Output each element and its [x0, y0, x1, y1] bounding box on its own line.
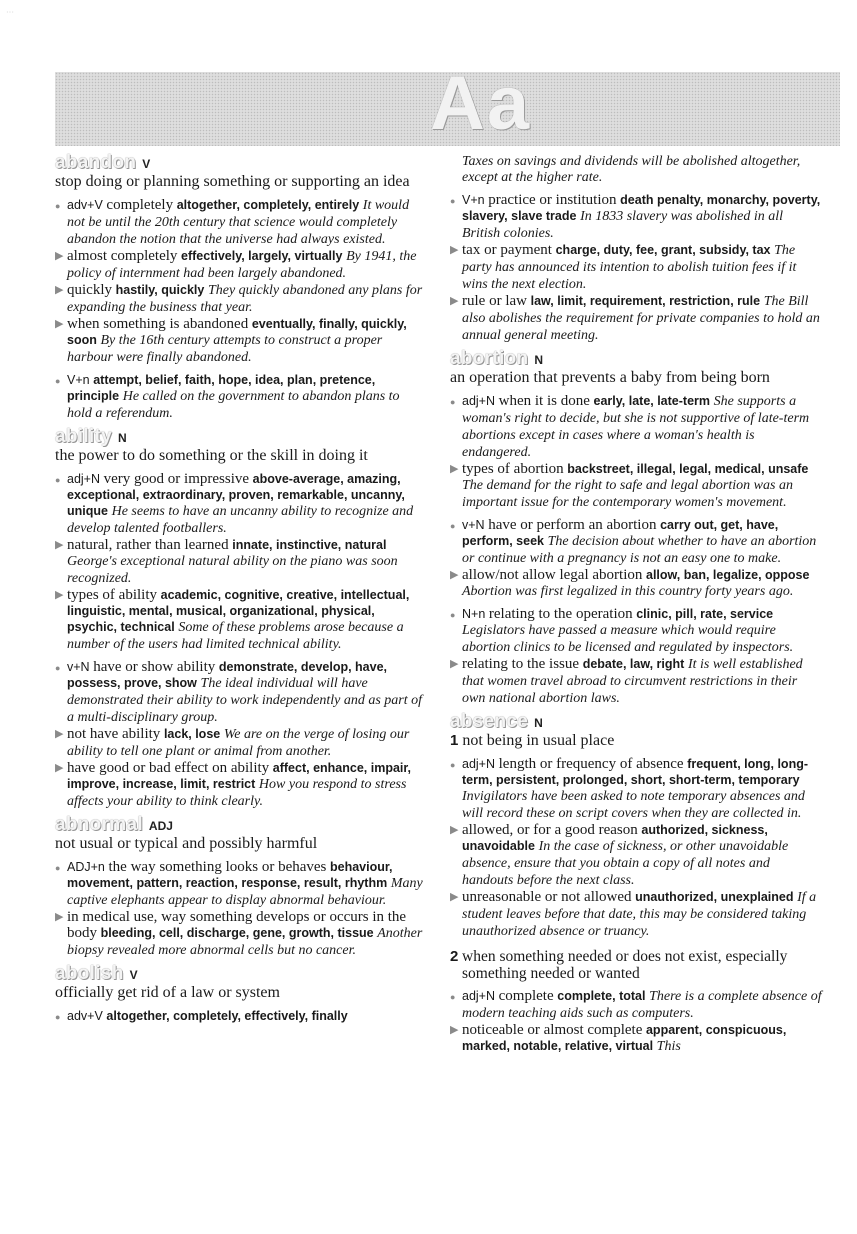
collocation-pattern	[450, 393, 822, 461]
definition: not being in usual place	[462, 732, 615, 749]
entry-abolish-continued	[450, 154, 822, 344]
collocates: charge, duty, fee, grant, subsidy, tax	[555, 243, 771, 257]
collocates: frequent, long, long-term, persistent, prolonged, short, short-term, temporary	[462, 757, 809, 787]
bullet-icon: ●	[450, 610, 456, 620]
headword: abortion	[450, 348, 529, 369]
page-corner-mark: ···	[6, 8, 14, 17]
sense-gloss: have or perform an abortion	[488, 517, 657, 533]
part-of-speech: ADJ	[148, 819, 173, 833]
collocation-subsense	[55, 537, 427, 587]
example-sentence: George's exceptional natural ability on the piano was soon recognized.	[67, 554, 398, 586]
entry-abolish	[55, 965, 427, 1024]
part-of-speech: N	[118, 431, 127, 445]
example-sentence: She supports a woman's right to decide, but she is not supportive of late-term abortions except in cases where a woman's health is endangered.	[462, 394, 810, 460]
collocation-group	[55, 659, 427, 810]
collocation-pattern	[55, 372, 427, 422]
arrow-icon: ▶	[450, 295, 459, 307]
headword: abolish	[55, 963, 124, 984]
example-sentence: The demand for the right to safe and legal abortion was an important issue for the contemporary women's movement.	[462, 478, 793, 510]
sense-gloss: when it is done	[498, 393, 590, 409]
entry-ability	[55, 428, 427, 810]
grammar-code: N+n	[462, 607, 486, 621]
collocates: demonstrate, develop, have, possess, prove, show	[67, 660, 387, 690]
bullet-icon: ●	[450, 760, 456, 770]
example-sentence: There is a complete absence of modern teaching aids such as computers.	[462, 989, 822, 1021]
arrow-icon: ▶	[450, 463, 459, 475]
collocation-group	[55, 372, 427, 422]
collocation-pattern	[55, 659, 427, 726]
sense-gloss: types of abortion	[462, 461, 564, 477]
sense-gloss: allowed, or for a good reason	[462, 822, 638, 838]
collocation-subsense	[55, 587, 427, 653]
grammar-code: adj+N	[462, 394, 496, 408]
example-sentence: Some of these problems arose because a number of the users had limited technical ability.	[67, 620, 404, 652]
collocates: early, late, late-term	[593, 394, 711, 408]
headword-line	[450, 350, 822, 369]
collocation-subsense	[55, 760, 427, 810]
definition: officially get rid of a law or system	[55, 984, 280, 1001]
collocation-group	[450, 988, 822, 1055]
arrow-icon: ▶	[450, 824, 459, 836]
collocation-subsense	[55, 909, 427, 959]
collocation-pattern	[450, 517, 822, 567]
collocates: authorized, sickness, unavoidable	[462, 823, 768, 853]
sense-gloss: types of ability	[67, 587, 157, 603]
bullet-icon: ●	[55, 1012, 61, 1022]
definition: the power to do something or the skill in doing it	[55, 447, 368, 464]
example-sentence: How you respond to stress affects your ability to think clearly.	[67, 777, 407, 809]
collocates: lack, lose	[163, 727, 221, 741]
headword-line	[55, 816, 427, 835]
arrow-icon: ▶	[55, 728, 64, 740]
example-sentence: It would not be until the 20th century that science would completely abandon the notion that the universe had always existed.	[67, 198, 410, 247]
headword: ability	[55, 426, 113, 447]
example-sentence: The party has announced its intention to abolish tuition fees if it wins the next election.	[462, 243, 797, 292]
collocation-subsense	[55, 316, 427, 366]
sense-gloss: almost completely	[67, 248, 178, 264]
part-of-speech: N	[534, 353, 544, 367]
collocates: clinic, pill, rate, service	[636, 607, 774, 621]
entry-absence	[450, 713, 822, 1055]
collocation-group	[55, 471, 427, 653]
collocation-pattern	[450, 192, 822, 242]
collocation-subsense	[55, 282, 427, 316]
example-sentence: Legislators have passed a measure which would require abortion clinics to be licensed and regulated by inspectors.	[462, 623, 794, 655]
sense-2	[450, 948, 822, 982]
bullet-icon: ●	[55, 475, 61, 485]
grammar-code: adj+N	[462, 757, 496, 771]
example-sentence: In the case of sickness, or other unavoidable absence, ensure that you obtain a copy of all notes and handouts before the next class.	[462, 839, 789, 888]
grammar-code: adv+V	[67, 1009, 103, 1023]
collocation-group	[55, 197, 427, 366]
sense-gloss: unreasonable or not allowed	[462, 889, 632, 905]
collocation-subsense	[55, 726, 427, 760]
grammar-code: v+N	[462, 518, 485, 532]
collocates: debate, law, right	[582, 657, 685, 671]
right-column	[450, 150, 822, 1061]
arrow-icon: ▶	[450, 891, 459, 903]
sense-gloss: noticeable or almost complete	[462, 1022, 643, 1038]
collocation-group	[450, 517, 822, 600]
collocates: attempt, belief, faith, hope, idea, plan, pretence, principle	[67, 373, 376, 403]
collocation-group	[450, 756, 822, 940]
headword: abnormal	[55, 814, 143, 835]
part-of-speech: V	[142, 157, 151, 171]
example-sentence: Taxes on savings and dividends will be abolished altogether, except at the higher rate.	[462, 154, 801, 185]
bullet-icon: ●	[55, 863, 61, 873]
example-sentence: This	[656, 1039, 681, 1054]
sense-gloss: the way something looks or behaves	[108, 859, 327, 875]
collocation-subsense	[55, 248, 427, 282]
part-of-speech: N	[534, 716, 543, 730]
sense-gloss: tax or payment	[462, 242, 552, 258]
arrow-icon: ▶	[450, 1024, 459, 1036]
sense-gloss: not have ability	[67, 726, 161, 742]
collocates: carry out, get, have, perform, seek	[462, 518, 779, 548]
example-sentence: Another biopsy revealed more abnormal cells but no cancer.	[67, 926, 423, 958]
headword: absence	[450, 711, 529, 732]
definition: stop doing or planning something or supporting an idea	[55, 173, 410, 190]
collocation-subsense	[450, 889, 822, 940]
grammar-code: v+N	[67, 660, 90, 674]
collocates: eventually, finally, quickly, soon	[67, 317, 407, 347]
sense-1	[450, 732, 822, 750]
bullet-icon: ●	[55, 663, 61, 673]
collocates: complete, total	[557, 989, 646, 1003]
banner-letters-aa: Aa	[430, 61, 532, 146]
collocates: altogether, completely, entirely	[176, 198, 360, 212]
bullet-icon: ●	[450, 397, 456, 407]
example-sentence: By 1941, the policy of internment had been largely abandoned.	[67, 249, 417, 281]
collocation-subsense	[450, 293, 822, 344]
arrow-icon: ▶	[55, 589, 64, 601]
arrow-icon: ▶	[55, 284, 64, 296]
collocation-pattern	[55, 1008, 427, 1024]
sense-gloss: very good or impressive	[103, 471, 250, 487]
grammar-code: adj+N	[462, 989, 496, 1003]
bullet-icon: ●	[55, 376, 61, 386]
collocation-pattern	[55, 471, 427, 537]
headword-line	[55, 154, 427, 173]
sense-gloss: natural, rather than learned	[67, 537, 229, 553]
entry-abnormal	[55, 816, 427, 959]
collocates: allow, ban, legalize, oppose	[646, 568, 810, 582]
grammar-code: ADJ+n	[67, 860, 105, 874]
grammar-code: V+n	[67, 373, 90, 387]
sense-gloss: when something is abandoned	[67, 316, 249, 332]
collocates: affect, enhance, impair, improve, increase, limit, restrict	[67, 761, 412, 791]
example-sentence: He called on the government to abandon plans to hold a referendum.	[67, 389, 400, 421]
grammar-code: adv+V	[67, 198, 103, 212]
bullet-icon: ●	[450, 992, 456, 1002]
definition: when something needed or does not exist, especially something needed or wanted	[462, 948, 788, 982]
example-sentence: The decision about whether to have an abortion or continue with a pregnancy is not an easy one to make.	[462, 534, 817, 566]
example-sentence: It is well established that women travel abroad to circumvent restrictions in their own national abortion laws.	[462, 657, 803, 706]
sense-gloss: in medical use, way something develops or occurs in the body	[67, 909, 407, 941]
collocates: backstreet, illegal, legal, medical, unsafe	[567, 462, 809, 476]
collocates: behaviour, movement, pattern, reaction, response, result, rhythm	[67, 860, 393, 890]
sense-gloss: length or frequency of absence	[498, 756, 684, 772]
collocates: academic, cognitive, creative, intellectual, linguistic, mental, musical, organizational, physical, psychic, technical	[67, 588, 410, 634]
arrow-icon: ▶	[55, 762, 64, 774]
bullet-icon: ●	[55, 201, 61, 211]
arrow-icon: ▶	[55, 539, 64, 551]
entry-abortion	[450, 350, 822, 707]
collocation-pattern	[55, 859, 427, 909]
definition: not usual or typical and possibly harmful	[55, 835, 318, 852]
collocation-group	[450, 393, 822, 511]
headword-line	[450, 713, 822, 732]
sense-gloss: rule or law	[462, 293, 527, 309]
collocation-pattern	[55, 197, 427, 248]
collocates: hastily, quickly	[115, 283, 205, 297]
arrow-icon: ▶	[450, 658, 459, 670]
example-sentence: By the 16th century attempts to construct a proper harbour were finally abandoned.	[67, 333, 383, 365]
example-sentence: In 1833 slavery was abolished in all British colonies.	[462, 209, 784, 241]
sense-gloss: quickly	[67, 282, 112, 298]
collocation-pattern	[450, 988, 822, 1022]
sense-gloss: allow/not allow legal abortion	[462, 567, 643, 583]
collocation-group	[55, 1008, 427, 1024]
sense-gloss: have or show ability	[93, 659, 216, 675]
example-sentence: The Bill also abolishes the requirement for private companies to hold an annual general meeting.	[462, 294, 820, 343]
example-sentence: They quickly abandoned any plans for expanding the business that year.	[67, 283, 423, 315]
part-of-speech: V	[129, 968, 138, 982]
example-sentence: The ideal individual will have demonstrated their ability to work independently and as part of a multi-disciplinary group.	[67, 676, 423, 725]
entry-abandon	[55, 154, 427, 422]
example-sentence: We are on the verge of losing our ability to tell one plant or animal from another.	[67, 727, 410, 759]
arrow-icon: ▶	[55, 250, 64, 262]
collocation-group	[450, 192, 822, 344]
arrow-icon: ▶	[55, 318, 64, 330]
example-sentence: Invigilators have been asked to note temporary absences and will record these on script covers when they are collected in.	[462, 789, 805, 821]
sense-gloss: relating to the issue	[462, 656, 580, 672]
collocation-group	[55, 859, 427, 959]
example-sentence: Many captive elephants appear to display abnormal behaviour.	[67, 876, 423, 908]
collocation-subsense	[450, 242, 822, 293]
sense-gloss: have good or bad effect on ability	[67, 760, 270, 776]
collocation-pattern	[450, 756, 822, 822]
headword-line	[55, 428, 427, 447]
collocation-subsense	[450, 461, 822, 511]
definition: an operation that prevents a baby from being born	[450, 369, 770, 386]
collocation-pattern	[450, 606, 822, 656]
arrow-icon: ▶	[450, 569, 459, 581]
headword: abandon	[55, 152, 137, 173]
headword-line	[55, 965, 427, 984]
bullet-icon: ●	[450, 196, 456, 206]
left-column	[55, 150, 427, 1030]
example-sentence: Abortion was first legalized in this country forty years ago.	[462, 584, 794, 599]
collocates: bleeding, cell, discharge, gene, growth, tissue	[100, 926, 374, 940]
collocates: death penalty, monarchy, poverty, slavery, slave trade	[462, 193, 821, 223]
collocation-subsense	[450, 822, 822, 889]
example-sentence: If a student leaves before that date, this may be considered taking unauthorized absence or truancy.	[462, 890, 817, 939]
arrow-icon: ▶	[55, 911, 64, 923]
collocates: effectively, largely, virtually	[181, 249, 343, 263]
bullet-icon: ●	[450, 521, 456, 531]
collocates: apparent, conspicuous, marked, notable, relative, virtual	[462, 1023, 787, 1053]
grammar-code: V+n	[462, 193, 485, 207]
collocates: innate, instinctive, natural	[232, 538, 387, 552]
collocates: unauthorized, unexplained	[635, 890, 794, 904]
sense-gloss: practice or institution	[488, 192, 617, 208]
sense-gloss: relating to the operation	[488, 606, 633, 622]
grammar-code: adj+N	[67, 472, 101, 486]
example-sentence: He seems to have an uncanny ability to recognize and develop talented footballers.	[67, 504, 414, 536]
collocation-subsense	[450, 567, 822, 600]
collocates: above-average, amazing, exceptional, extraordinary, proven, remarkable, uncanny, unique	[67, 472, 405, 518]
collocation-group	[450, 606, 822, 707]
letter-banner	[55, 61, 840, 146]
sense-gloss: complete	[498, 988, 554, 1004]
sense-number: 2	[450, 948, 459, 965]
arrow-icon: ▶	[450, 244, 459, 256]
sense-gloss: completely	[106, 197, 174, 213]
collocates: altogether, completely, effectively, finally	[106, 1009, 348, 1023]
collocates: law, limit, requirement, restriction, rule	[530, 294, 761, 308]
collocation-subsense	[450, 1022, 822, 1055]
collocation-subsense	[450, 656, 822, 707]
sense-number: 1	[450, 732, 459, 749]
